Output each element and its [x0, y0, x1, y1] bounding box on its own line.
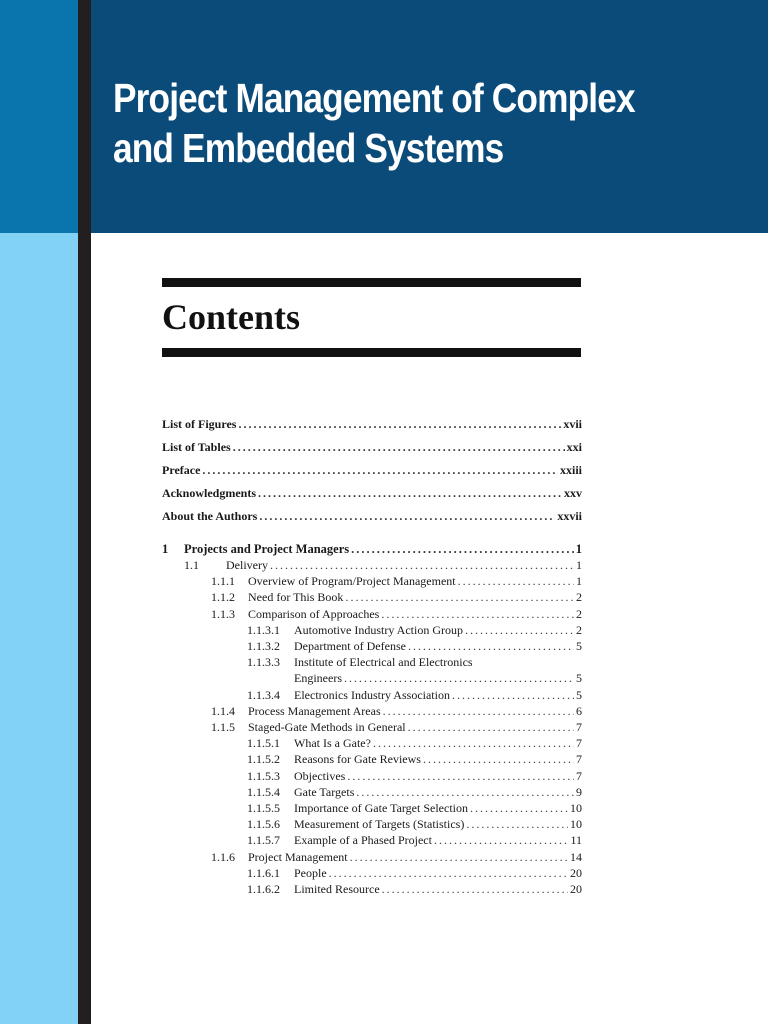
- toc-entry-title: Comparison of Approaches: [248, 607, 380, 621]
- contents-top-rule: [162, 278, 581, 287]
- toc-section-entry: [162, 881, 582, 897]
- toc-leader-dots: [383, 703, 574, 719]
- toc-section-entry: [162, 751, 582, 767]
- book-spine: [78, 0, 91, 1024]
- toc-entry-title: Automotive Industry Action Group: [294, 623, 463, 637]
- toc-chapter-entry: [162, 541, 582, 557]
- toc-entry-page: 5: [576, 639, 582, 653]
- toc-entry-number: 1.1.3.2: [247, 639, 280, 653]
- toc-leader-dots: [202, 462, 558, 478]
- toc-entry-page: 20: [570, 882, 582, 896]
- toc-entry-number: 1.1.5.5: [247, 801, 280, 815]
- toc-entry-page: 7: [576, 736, 582, 750]
- toc-leader-dots: [408, 719, 574, 735]
- toc-entry-title: Process Management Areas: [248, 704, 381, 718]
- toc-leader-dots: [458, 573, 574, 589]
- toc-entry-page: 1: [576, 558, 582, 572]
- toc-leader-dots: [382, 881, 568, 897]
- toc-entry-page: 5: [576, 688, 582, 702]
- toc-leader-dots: [351, 541, 574, 557]
- toc-leader-dots: [350, 849, 568, 865]
- toc-section-entry: [162, 800, 582, 816]
- toc-leader-dots: [373, 735, 574, 751]
- toc-section-entry: [162, 735, 582, 751]
- contents-heading: Contents: [162, 297, 301, 337]
- toc-leader-dots: [347, 768, 574, 784]
- toc-entry-title: Institute of Electrical and Electronics: [294, 655, 473, 669]
- book-title-line-1: Project Management of Complex: [113, 75, 635, 121]
- toc-leader-dots: [452, 687, 574, 703]
- toc-section-entry: [162, 768, 582, 784]
- book-title: [113, 73, 663, 173]
- toc-entry-number: 1.1.5.6: [247, 817, 280, 831]
- toc-entry-number: 1.1.3.3: [247, 655, 280, 669]
- toc-entry-title: Projects and Project Managers: [184, 542, 350, 556]
- toc-section-entry: [162, 784, 582, 800]
- toc-leader-dots: [258, 485, 562, 501]
- toc-entry-number: 1: [162, 542, 169, 556]
- toc-entry-page: 2: [576, 590, 582, 604]
- toc-leader-dots: [466, 816, 568, 832]
- toc-entry-number: 1.1.4: [211, 704, 235, 718]
- toc-leader-dots: [344, 670, 574, 686]
- toc-entry-number: 1.1.6.2: [247, 882, 280, 896]
- toc-entry-title: Engineers: [294, 671, 342, 685]
- toc-entry-page: 1: [575, 542, 582, 556]
- toc-entry-page: 1: [576, 574, 582, 588]
- toc-entry-page: 7: [576, 769, 582, 783]
- toc-leader-dots: [270, 557, 574, 573]
- toc-entry-title: Acknowledgments: [162, 486, 257, 500]
- toc-entry-title: Reasons for Gate Reviews: [294, 752, 421, 766]
- toc-entry-page: 5: [576, 671, 582, 685]
- toc-entry-page: 20: [570, 866, 582, 880]
- toc-leader-dots: [423, 751, 574, 767]
- toc-section-entry: [162, 557, 582, 573]
- toc-entry-title: List of Tables: [162, 440, 231, 454]
- toc-entry-number: 1.1.5.2: [247, 752, 280, 766]
- cover-left-strip-bottom: [0, 233, 78, 1024]
- toc-entry-page: xxvii: [557, 509, 582, 523]
- toc-entry-title: Preface: [162, 463, 201, 477]
- toc-entry-page: 10: [570, 801, 582, 815]
- toc-section-entry: [162, 719, 582, 735]
- toc-front-matter-entry: [162, 485, 582, 501]
- toc-entry-title: Overview of Program/Project Management: [248, 574, 456, 588]
- toc-entry-page: xxi: [566, 440, 582, 454]
- toc-entry-title: Need for This Book: [248, 590, 344, 604]
- toc-entry-title: Department of Defense: [294, 639, 406, 653]
- toc-entry-title: Example of a Phased Project: [294, 833, 432, 847]
- toc-section-entry: [162, 849, 582, 865]
- toc-section-continuation: [162, 670, 582, 686]
- cover-left-strip-top: [0, 0, 78, 233]
- toc-entry-page: 7: [576, 720, 582, 734]
- book-title-line-2: and Embedded Systems: [113, 125, 504, 171]
- toc-leader-dots: [259, 508, 555, 524]
- toc-section-entry: [162, 606, 582, 622]
- toc-entry-title: List of Figures: [162, 417, 237, 431]
- toc-entry-number: 1.1.5.3: [247, 769, 280, 783]
- toc-section-entry: [162, 687, 582, 703]
- toc-entry-number: 1.1.2: [211, 590, 235, 604]
- toc-section-entry: [162, 816, 582, 832]
- toc-entry-title: Objectives: [294, 769, 346, 783]
- toc-entry-page: 9: [576, 785, 582, 799]
- toc-entry-page: 7: [576, 752, 582, 766]
- toc-entry-number: 1.1.5: [211, 720, 235, 734]
- toc-section-entry: [162, 832, 582, 848]
- toc-entry-number: 1.1: [184, 558, 199, 572]
- toc-section-entry: [162, 622, 582, 638]
- toc-entry-title: Gate Targets: [294, 785, 355, 799]
- toc-entry-title: Staged-Gate Methods in General: [248, 720, 406, 734]
- toc-front-matter-entry: [162, 416, 582, 432]
- toc-front-matter-entry: [162, 462, 582, 478]
- toc-leader-dots: [345, 589, 574, 605]
- toc-entry-page: xvii: [563, 417, 582, 431]
- toc-front-matter-entry: [162, 439, 582, 455]
- toc-entry-number: 1.1.1: [211, 574, 235, 588]
- toc-section-entry: [162, 703, 582, 719]
- toc-entry-title: Importance of Gate Target Selection: [294, 801, 468, 815]
- toc-entry-title: Project Management: [248, 850, 348, 864]
- toc-entry-page: 2: [576, 623, 582, 637]
- toc-section-entry: [162, 865, 582, 881]
- toc-section-entry: [162, 638, 582, 654]
- toc-entry-number: 1.1.5.7: [247, 833, 280, 847]
- toc-entry-number: 1.1.6: [211, 850, 235, 864]
- toc-entry-number: 1.1.5.4: [247, 785, 280, 799]
- toc-leader-dots: [381, 606, 574, 622]
- toc-front-matter-entry: [162, 508, 582, 524]
- toc-entry-page: 10: [570, 817, 582, 831]
- toc-entry-number: 1.1.5.1: [247, 736, 280, 750]
- toc-entry-page: 11: [570, 833, 582, 847]
- toc-entry-number: 1.1.3: [211, 607, 235, 621]
- toc-leader-dots: [465, 622, 574, 638]
- toc-leader-dots: [238, 416, 561, 432]
- toc-leader-dots: [408, 638, 574, 654]
- toc-entry-title: Delivery: [226, 558, 268, 572]
- toc-section-entry: [162, 573, 582, 589]
- contents-bottom-rule: [162, 348, 581, 357]
- toc-entry-number: 1.1.3.4: [247, 688, 280, 702]
- toc-leader-dots: [434, 832, 568, 848]
- toc-entry-page: xxiii: [559, 463, 582, 477]
- toc-leader-dots: [233, 439, 565, 455]
- toc-entry-title: Measurement of Targets (Statistics): [294, 817, 465, 831]
- toc-entry-page: xxv: [564, 486, 582, 500]
- toc-leader-dots: [329, 865, 568, 881]
- toc-leader-dots: [356, 784, 574, 800]
- toc-entry-title: Limited Resource: [294, 882, 380, 896]
- toc-entry-title: About the Authors: [162, 509, 258, 523]
- toc-leader-dots: [470, 800, 568, 816]
- toc-entry-page: 14: [570, 850, 582, 864]
- toc-entry-title: What Is a Gate?: [294, 736, 371, 750]
- toc-entry-page: 6: [576, 704, 582, 718]
- toc-entry-title: Electronics Industry Association: [294, 688, 450, 702]
- toc-entry-page: 2: [576, 607, 582, 621]
- toc-entry-number: 1.1.6.1: [247, 866, 280, 880]
- toc-section-entry: [162, 654, 582, 670]
- toc-entry-title: People: [294, 866, 327, 880]
- toc-section-entry: [162, 589, 582, 605]
- toc-entry-number: 1.1.3.1: [247, 623, 280, 637]
